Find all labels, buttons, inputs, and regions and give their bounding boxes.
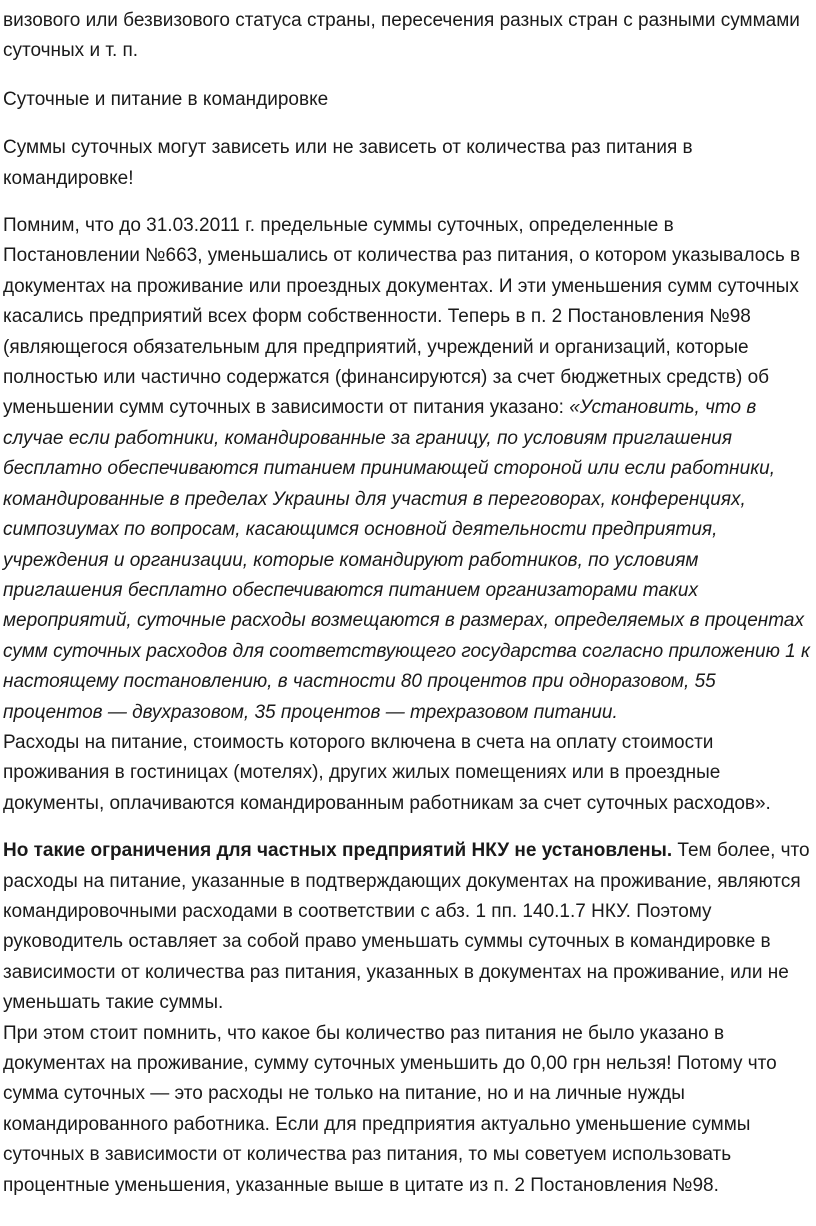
paragraph-private-enterprises bbox=[3, 836, 811, 1201]
paragraph-conclusion: При этом стоит помнить, что какое бы количество раз питания не было указано в документах на проживание, сумму суточных уменьшить до 0,00 грн нельзя! Потому что сумма суточных — это расходы не только на питание, но и на личные нужды командированного работника. Если для предприятия актуально уменьшение суммы суточных в зависимости от количества раз питания, то мы советуем использовать процентные уменьшения, указанные выше в цитате из п. 2 Постановления №98. bbox=[3, 1022, 777, 1196]
section-heading: Суточные и питание в командировке bbox=[3, 88, 329, 110]
paragraph-summary: Суммы суточных могут зависеть или не зависеть от количества раз питания в командировке! bbox=[3, 137, 693, 189]
regulation-lead-text: Помним, что до 31.03.2011 г. предельные суммы суточных, определенные в Постановлении №663, уменьшались от количества раз питания, о котором указывалось в документах на проживание или проездных документах. И эти уменьшения сумм суточных касались предприятий всех форм собственности. Теперь в п. 2 Постановления №98 (являющегося обязательным для предприятий, учреждений и организаций, которые полностью или частично содержатся (финансируются) за счет бюджетных средств) об уменьшении сумм суточных в зависимости от питания указано: bbox=[3, 215, 801, 419]
document-page bbox=[3, 0, 811, 1201]
paragraph-intro: визового или безвизового статуса страны, пересечения разных стран с разными суммами суточных и т. п. bbox=[3, 10, 800, 62]
regulation-tail-text: Расходы на питание, стоимость которого включена в счета на оплату стоимости проживания в гостиницах (мотелях), других жилых помещениях или в проездные документы, оплачиваются командированным работникам за счет суточных расходов». bbox=[3, 731, 771, 814]
private-enterprises-text: Тем более, что расходы на питание, указанные в подтверждающих документах на проживание, являются командировочными расходами в соответствии с абз. 1 пп. 140.1.7 НКУ. Поэтому руководитель оставляет за собой право уменьшать суммы суточных в командировке в зависимости от количества раз питания, указанных в документах на проживание, или не уменьшать такие суммы. bbox=[3, 840, 810, 1014]
private-enterprises-emphasis: Но такие ограничения для частных предприятий НКУ не установлены. bbox=[3, 840, 673, 862]
paragraph-regulation bbox=[3, 211, 811, 819]
regulation-quote: «Установить, что в случае если работники, командированные за границу, по условиям приглашения бесплатно обеспечиваются питанием принимающей стороной или если работники, командированные в пределах Украины для участия в переговорах, конференциях, симпозиумах по вопросам, касающимся основной деятельности предприятия, учреждения и организации, которые командируют работников, по условиям приглашения бесплатно обеспечиваются питанием организаторами таких мероприятий, суточные расходы возмещаются в размерах, определяемых в процентах сумм суточных расходов для соответствующего государства согласно приложению 1 к настоящему постановлению, в частности 80 процентов при одноразовом, 55 процентов — двухразовом, 35 процентов — трехразовом питании. bbox=[3, 397, 810, 723]
